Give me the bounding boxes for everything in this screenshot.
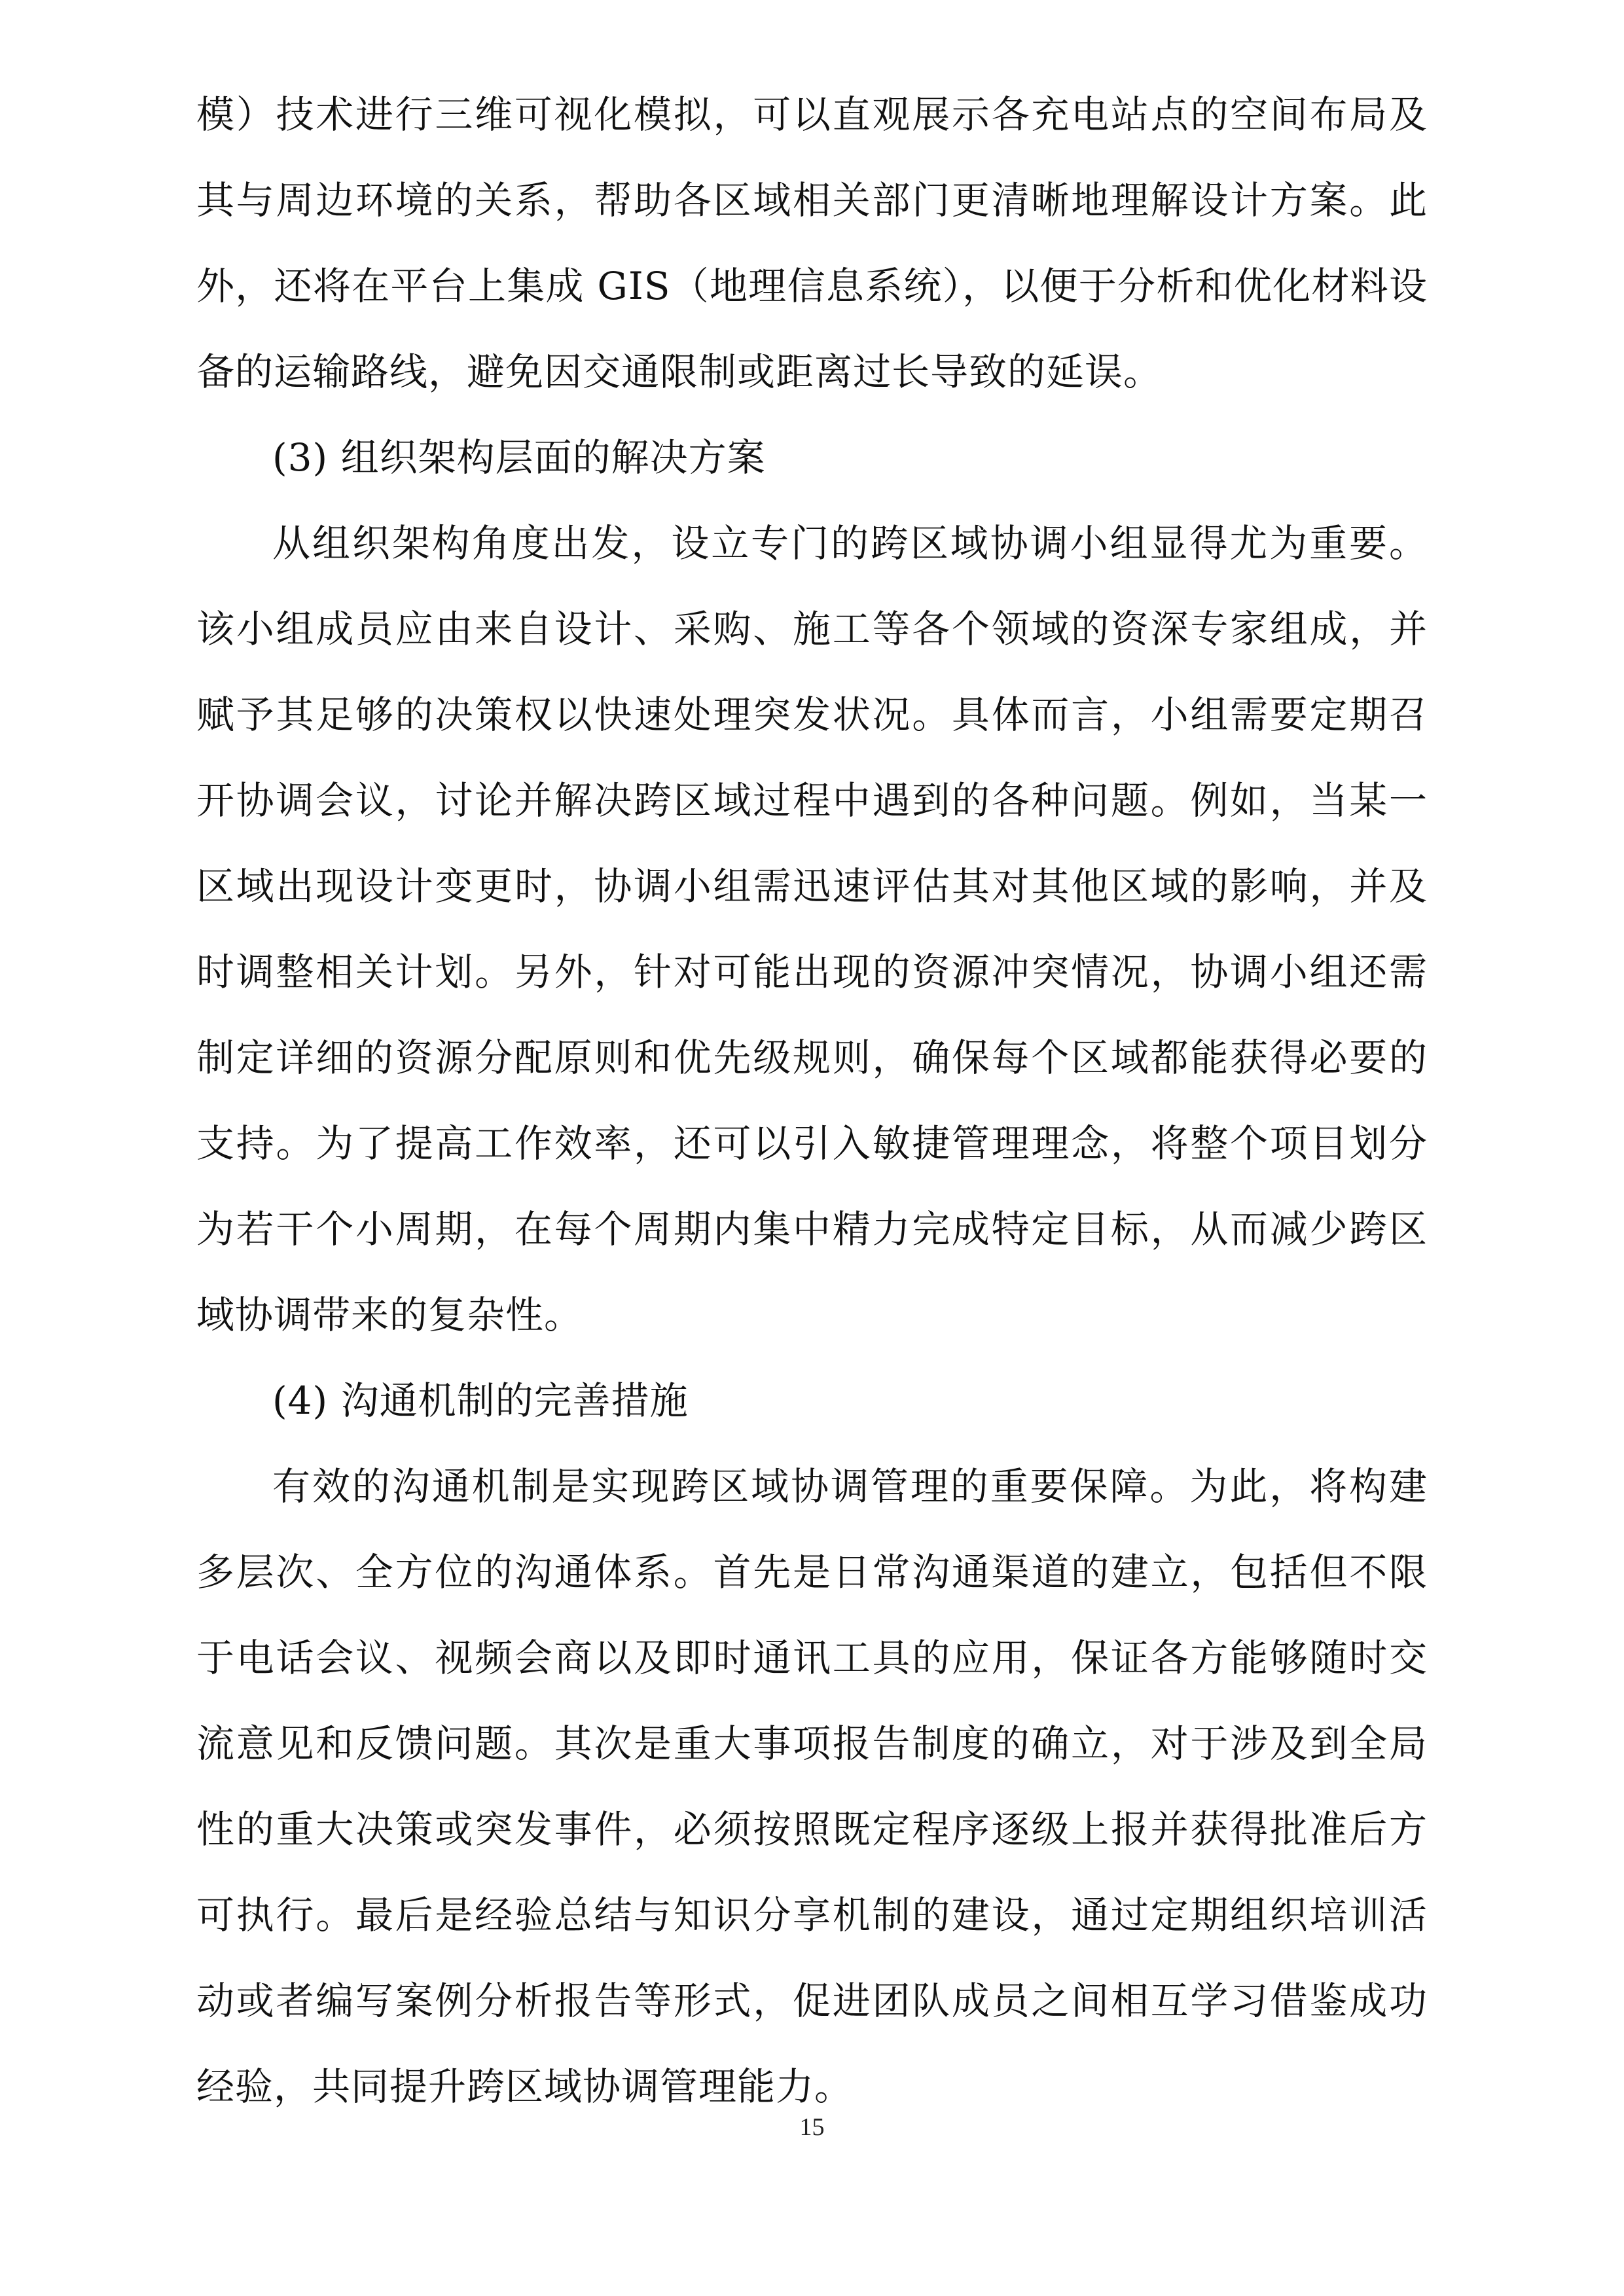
body-paragraph-organization: 从组织架构角度出发，设立专门的跨区域协调小组显得尤为重要。该小组成员应由来自设计、采购、施工等各个领域的资深专家组成，并赋予其足够的决策权以快速处理突发状况。具体而言，小组需要定期召开协调会议，讨论并解决跨区域过程中遇到的各种问题。例如，当某一区域出现设计变更时，协调小组需迅速评估其对其他区域的影响，并及时调整相关计划。另外，针对可能出现的资源冲突情况，协调小组还需制定详细的资源分配原则和优先级规则，确保每个区域都能获得必要的支持。为了提高工作效率，还可以引入敏捷管理理念，将整个项目划分为若干个小周期，在每个周期内集中精力完成特定目标，从而减少跨区域协调带来的复杂性。 <box>196 521 1428 1337</box>
page-number: 15 <box>799 2113 825 2141</box>
body-paragraph-continued: 模）技术进行三维可视化模拟，可以直观展示各充电站点的空间布局及其与周边环境的关系，帮助各区域相关部门更清晰地理解设计方案。此外，还将在平台上集成 GIS（地理信息系统），以便于分析和优化材料设备的运输路线，避免因交通限制或距离过长导致的延误。 <box>196 92 1428 394</box>
section-heading-3: (3) 组织架构层面的解决方案 <box>272 435 766 480</box>
section-heading-4: (4) 沟通机制的完善措施 <box>272 1378 689 1423</box>
body-paragraph-communication: 有效的沟通机制是实现跨区域协调管理的重要保障。为此，将构建多层次、全方位的沟通体系。首先是日常沟通渠道的建立，包括但不限于电话会议、视频会商以及即时通讯工具的应用，保证各方能够随时交流意见和反馈问题。其次是重大事项报告制度的确立，对于涉及到全局性的重大决策或突发事件，必须按照既定程序逐级上报并获得批准后方可执行。最后是经验总结与知识分享机制的建设，通过定期组织培训活动或者编写案例分析报告等形式，促进团队成员之间相互学习借鉴成功经验，共同提升跨区域协调管理能力。 <box>196 1464 1428 2109</box>
document-page <box>196 72 1428 2130</box>
